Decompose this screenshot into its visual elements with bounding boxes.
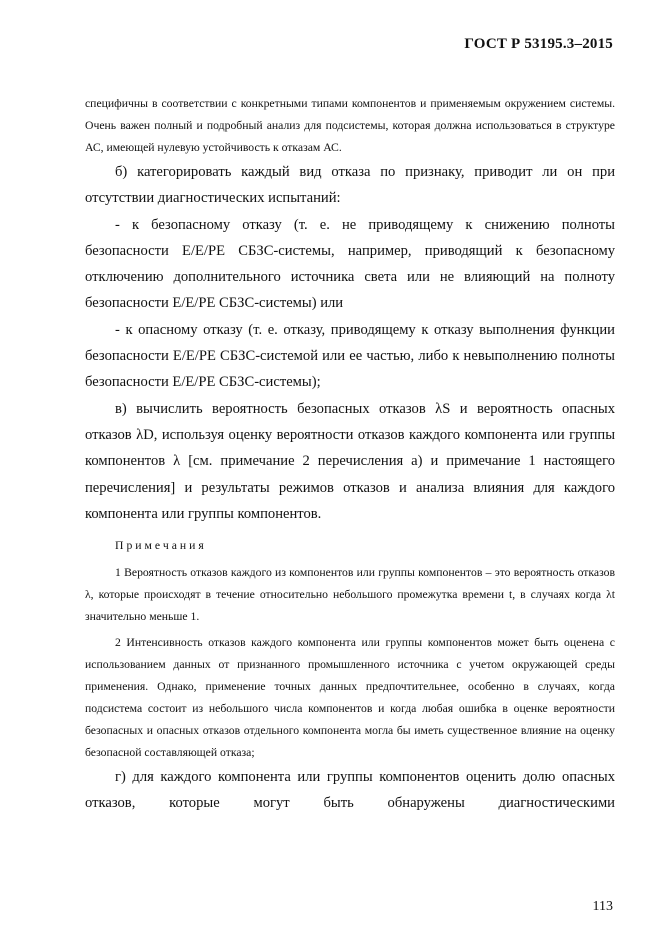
list-subitem-dangerous-failure: - к опасному отказу (т. е. отказу, приводящему к отказу выполнения функции безопасности E/E/PE СБЗС-системой или ее частью, либо к невыполнению полноты безопасности E/E/PE СБЗС-системы); xyxy=(85,321,615,391)
list-item-g: г) для каждого компонента или группы компонентов оценить долю опасных отказов, которые могут быть обнаружены диагностическими xyxy=(85,769,615,812)
list-item-b: б) категорировать каждый вид отказа по признаку, приводит ли он при отсутствии диагностических испытаний: xyxy=(85,164,615,207)
note-2: 2 Интенсивность отказов каждого компонента или группы компонентов может быть оценена с использованием данных от признанного промышленного источника с учетом окружающей среды применения. Однако, применение точных данных предпочтительнее, особенно в случаях, когда подсистема состоит из небольшого числа компонентов и когда любая ошибка в оценке вероятности безопасных и опасных отказов отдельного компонента могла бы иметь существенное влияние на оценку безопасной составляющей отказа; xyxy=(85,636,615,760)
list-item-v: в) вычислить вероятность безопасных отказов λS и вероятность опасных отказов λD, используя оценку вероятности отказов каждого компонента или группы компонентов λ [см. примечание 2 перечисления а) и примечание 1 настоящего перечисления] и результаты режимов отказов и анализа влияния для каждого компонента или группы компонентов. xyxy=(85,400,615,522)
note-1: 1 Вероятность отказов каждого из компонентов или группы компонентов – это вероятность отказов λ, которые происходят в течение относительно небольшого промежутка времени t, в случаях когда λt значительно меньше 1. xyxy=(85,566,615,624)
paragraph-continued: специфичны в соответствии с конкретными типами компонентов и применяемым окружением системы. Очень важен полный и подробный анализ для подсистемы, которая должна использоваться в структуре АС, имеющей нулевую устойчивость к отказам АС. xyxy=(85,97,615,154)
notes-heading: Примечания xyxy=(115,539,207,553)
page-number: 113 xyxy=(592,899,613,914)
list-subitem-safe-failure: - к безопасному отказу (т. е. не приводящему к снижению полноты безопасности E/E/PE СБЗС-системы, например, приводящий к безопасному отключению дополнительного источника света или не влияющий на полноту безопасности E/E/PE СБЗС-системы) или xyxy=(85,216,615,312)
document-code: ГОСТ Р 53195.3–2015 xyxy=(464,36,613,52)
page-body xyxy=(85,93,615,817)
